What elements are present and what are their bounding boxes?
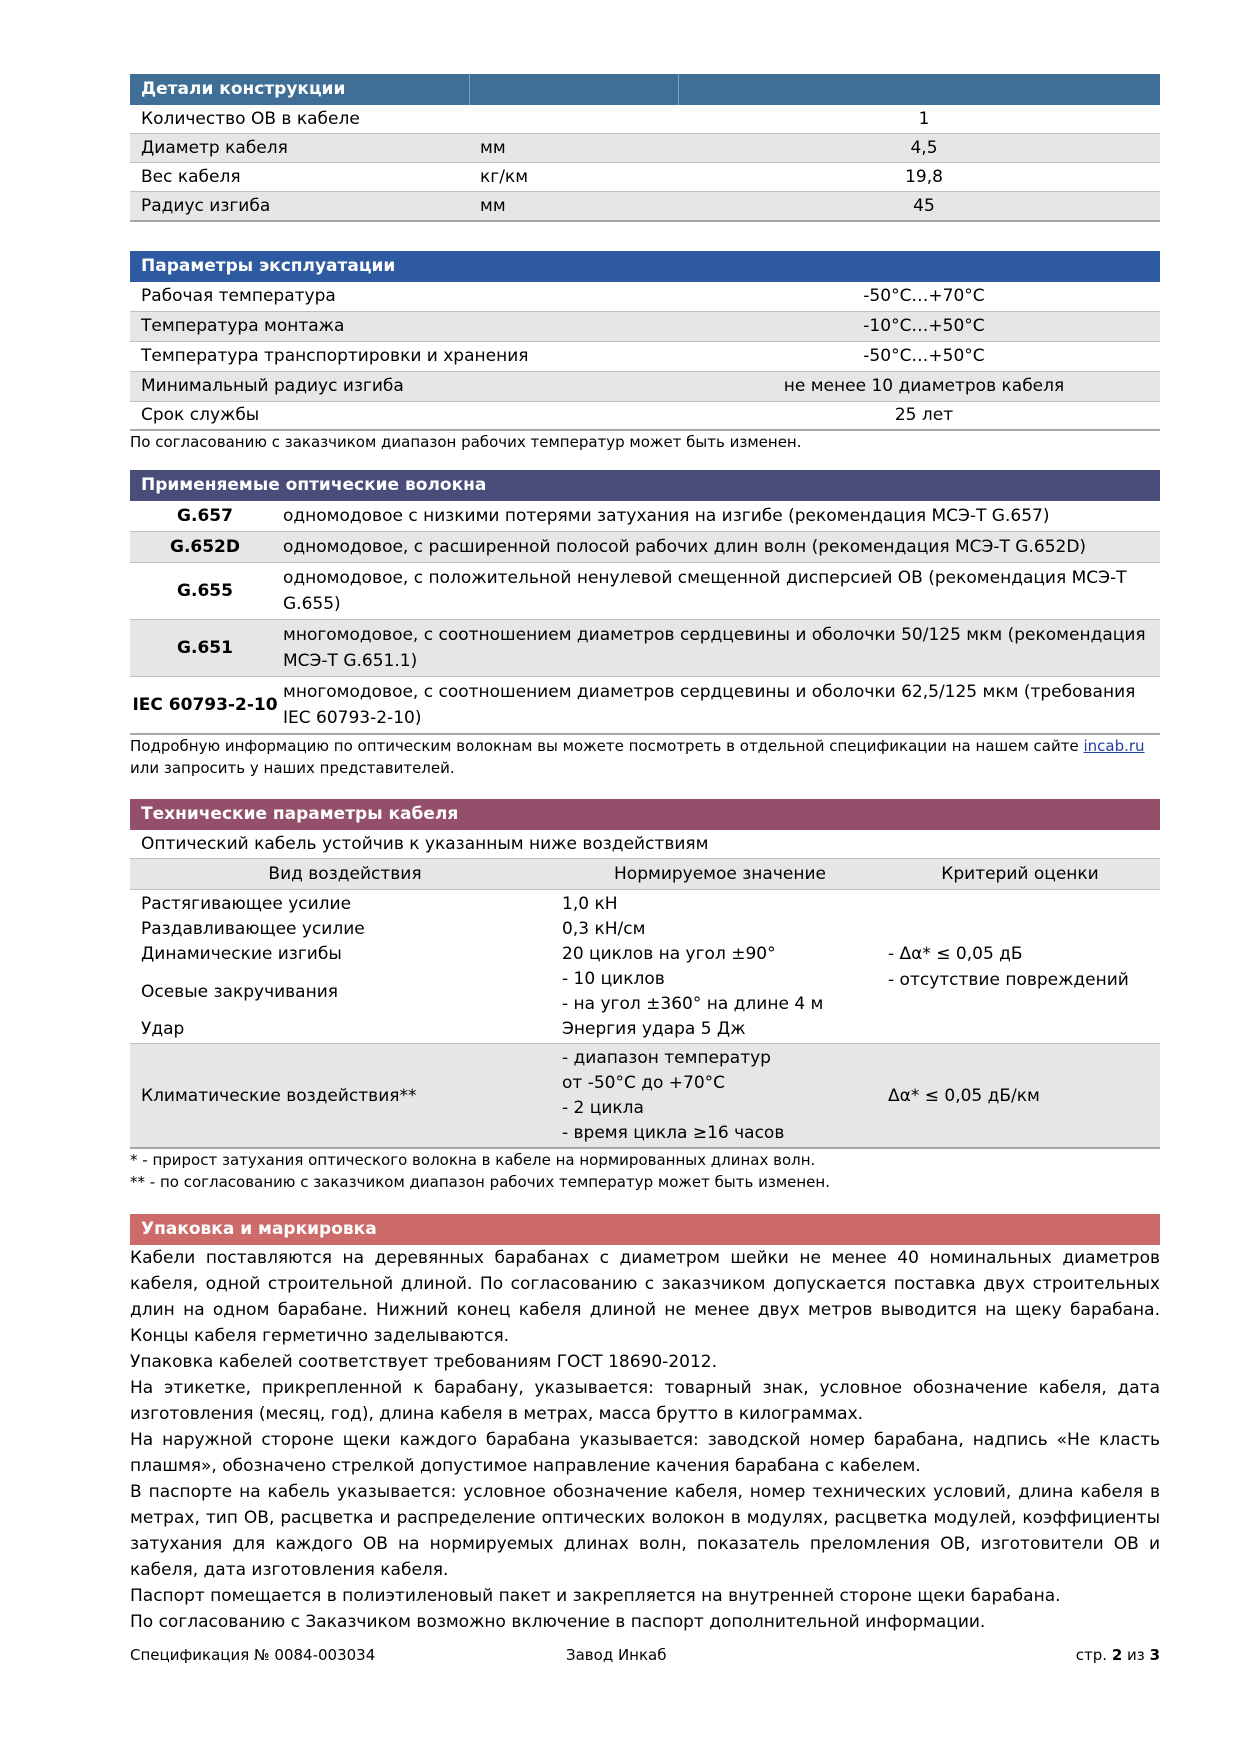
operation-title: Параметры эксплуатации — [141, 256, 396, 276]
operation-row — [130, 312, 1160, 342]
fiber-description: многомодовое, с соотношением диаметров сердцевины и оболочки 62,5/125 мкм (требования IEC 60793-2-10) — [283, 682, 1136, 728]
technical-footnote: ** - по согласованию с заказчиком диапазон рабочих температур может быть изменен. — [130, 1173, 830, 1191]
impact-value: Энергия удара 5 Дж — [562, 1019, 746, 1039]
impact-name: Удар — [141, 1019, 185, 1039]
fibers-section — [130, 470, 1160, 779]
mechanical-names — [130, 892, 560, 1042]
climate-value: от -50°С до +70°С — [562, 1073, 726, 1093]
fibers-note — [130, 735, 1160, 779]
construction-name: Вес кабеля — [141, 167, 241, 187]
operation-value: -10°С…+50°С — [863, 316, 985, 336]
impact-value: - 10 циклов — [562, 969, 665, 989]
fiber-row — [130, 501, 1160, 532]
fiber-description: одномодовое с низкими потерями затухания на изгибе (рекомендация МСЭ-Т G.657) — [283, 506, 1050, 526]
operation-row — [130, 372, 1160, 402]
technical-header — [130, 799, 1160, 830]
fiber-code: G.651 — [177, 638, 233, 658]
construction-section — [130, 74, 1160, 222]
footer-spec-number: Спецификация № 0084-003034 — [130, 1646, 376, 1664]
column-header: Вид воздействия — [268, 864, 422, 884]
construction-name: Диаметр кабеля — [141, 138, 288, 158]
impact-value: 20 циклов на угол ±90° — [562, 944, 776, 964]
construction-row — [130, 163, 1160, 192]
criteria-line: - отсутствие повреждений — [888, 970, 1129, 990]
fiber-row — [130, 677, 1160, 735]
fiber-code: IEC 60793-2-10 — [132, 695, 278, 715]
construction-unit: мм — [480, 196, 506, 216]
construction-title: Детали конструкции — [141, 79, 346, 99]
fiber-code: G.652D — [169, 537, 240, 557]
operation-note: По согласованию с заказчиком диапазон рабочих температур может быть изменен. — [130, 433, 802, 451]
climate-name: Климатические воздействия** — [141, 1086, 417, 1106]
impact-name: Растягивающее усилие — [141, 894, 352, 914]
packing-paragraph: В паспорте на кабель указывается: условное обозначение кабеля, номер технических условий, длина кабеля в метрах, тип ОВ, расцветка и распределение оптических волокон в модулях, расцветка модулей, коэффициенты затухания для каждого ОВ на нормируемых длинах волн, показатель преломления ОВ, изготовители ОВ и кабеля, дата изготовления кабеля. — [130, 1482, 1160, 1580]
mechanical-criteria — [880, 892, 1160, 1042]
construction-value: 1 — [918, 109, 930, 129]
fiber-description: одномодовое, с расширенной полосой рабочих длин волн (рекомендация МСЭ-Т G.652D) — [283, 537, 1087, 557]
document-page — [130, 74, 1160, 1635]
climate-criteria: Δα* ≤ 0,05 дБ/км — [888, 1086, 1040, 1106]
impact-value: 1,0 кН — [562, 894, 618, 914]
fiber-description: одномодовое, с положительной ненулевой смещенной дисперсией ОВ (рекомендация МСЭ-Т G.655) — [283, 568, 1127, 614]
fibers-header — [130, 470, 1160, 501]
impact-name: Раздавливающее усилие — [141, 919, 365, 939]
construction-row — [130, 192, 1160, 222]
column-header: Критерий оценки — [941, 864, 1099, 884]
impact-value: 0,3 кН/см — [562, 919, 646, 939]
operation-row — [130, 342, 1160, 372]
operation-value: -50°С…+50°С — [863, 346, 985, 366]
technical-footnote: * - прирост затухания оптического волокна в кабеле на нормированных длинах волн. — [130, 1151, 816, 1169]
packing-paragraph: По согласованию с Заказчиком возможно включение в паспорт дополнительной информации. — [130, 1612, 986, 1632]
operation-name: Температура транспортировки и хранения — [141, 346, 529, 366]
packing-paragraph: Упаковка кабелей соответствует требованиям ГОСТ 18690-2012. — [130, 1352, 717, 1372]
operation-value: 25 лет — [894, 405, 954, 425]
construction-row — [130, 105, 1160, 134]
technical-intro: Оптический кабель устойчив к указанным ниже воздействиям — [141, 834, 709, 854]
fibers-note-text: Подробную информацию по оптическим волокнам вы можете посмотреть в отдельной спецификации на нашем сайте — [130, 737, 1084, 755]
page-of: из — [1127, 1646, 1145, 1664]
fibers-title: Применяемые оптические волокна — [141, 475, 487, 495]
mechanical-block — [130, 890, 1160, 1043]
page-current: 2 — [1111, 1646, 1123, 1664]
fiber-code: G.655 — [177, 581, 233, 601]
criteria-line: - Δα* ≤ 0,05 дБ — [888, 944, 1023, 964]
packing-header — [130, 1214, 1160, 1245]
footer-company: Завод Инкаб — [566, 1646, 667, 1664]
packing-paragraph: Паспорт помещается в полиэтиленовый пакет и закрепляется на внутренней стороне щеки барабана. — [130, 1586, 1061, 1606]
construction-header — [130, 74, 1160, 105]
operation-value: -50°С…+70°С — [863, 286, 985, 306]
construction-value: 4,5 — [910, 138, 938, 158]
construction-unit: мм — [480, 138, 506, 158]
operation-header — [130, 251, 1160, 282]
footer-page-number — [1076, 1646, 1160, 1664]
climate-value: - время цикла ≥16 часов — [562, 1123, 785, 1143]
construction-unit: кг/км — [480, 167, 529, 187]
fiber-description: многомодовое, с соотношением диаметров сердцевины и оболочки 50/125 мкм (рекомендация МСЭ-Т G.651.1) — [283, 625, 1146, 671]
technical-table-header — [130, 858, 1160, 890]
page-total: 3 — [1149, 1646, 1160, 1664]
column-header: Нормируемое значение — [614, 864, 826, 884]
packing-paragraph: На этикетке, прикрепленной к барабану, указывается: товарный знак, условное обозначение кабеля, дата изготовления (месяц, год), длина кабеля в метрах, масса брутто в килограммах. — [130, 1378, 1160, 1424]
impact-name: Динамические изгибы — [141, 944, 342, 964]
climate-values — [560, 1046, 880, 1146]
page-footer — [130, 1646, 1160, 1668]
operation-value: не менее 10 диаметров кабеля — [783, 376, 1065, 396]
technical-section — [130, 799, 1160, 1193]
operation-section — [130, 251, 1160, 453]
packing-paragraph: На наружной стороне щеки каждого барабана указывается: заводской номер барабана, надпись «Не класть плашмя», обозначено стрелкой допустимое направление качения барабана с кабелем. — [130, 1430, 1160, 1476]
fiber-row — [130, 620, 1160, 677]
construction-value: 45 — [913, 196, 935, 216]
technical-title: Технические параметры кабеля — [141, 804, 459, 824]
operation-row — [130, 402, 1160, 431]
construction-name: Количество ОВ в кабеле — [141, 109, 360, 129]
header-column-divider — [469, 74, 470, 105]
climate-value: - диапазон температур — [562, 1048, 771, 1068]
construction-name: Радиус изгиба — [141, 196, 271, 216]
mechanical-values — [560, 892, 880, 1042]
packing-section — [130, 1214, 1160, 1635]
incab-link[interactable]: incab.ru — [1083, 737, 1145, 755]
packing-title: Упаковка и маркировка — [141, 1219, 377, 1239]
operation-name: Срок службы — [141, 405, 260, 425]
operation-name: Минимальный радиус изгиба — [141, 376, 404, 396]
construction-value: 19,8 — [905, 167, 943, 187]
fibers-note-text-end: или запросить у наших представителей. — [130, 759, 455, 777]
climate-value: - 2 цикла — [562, 1098, 644, 1118]
operation-name: Температура монтажа — [141, 316, 345, 336]
impact-value: - на угол ±360° на длине 4 м — [562, 994, 824, 1014]
fiber-row — [130, 532, 1160, 563]
fiber-row — [130, 563, 1160, 620]
operation-row — [130, 282, 1160, 312]
operation-name: Рабочая температура — [141, 286, 336, 306]
construction-row — [130, 134, 1160, 163]
packing-paragraph: Кабели поставляются на деревянных барабанах с диаметром шейки не менее 40 номинальных диаметров кабеля, одной строительной длиной. По согласованию с заказчиком допускается поставка двух строительных длин на одном барабане. Нижний конец кабеля длиной не менее двух метров выводится на щеку барабана. Концы кабеля герметично заделываются. — [130, 1248, 1160, 1346]
page-prefix: стр. — [1075, 1646, 1108, 1664]
climate-block — [130, 1043, 1160, 1149]
fiber-code: G.657 — [177, 506, 233, 526]
header-column-divider — [678, 74, 679, 105]
impact-name: Осевые закручивания — [141, 982, 338, 1002]
